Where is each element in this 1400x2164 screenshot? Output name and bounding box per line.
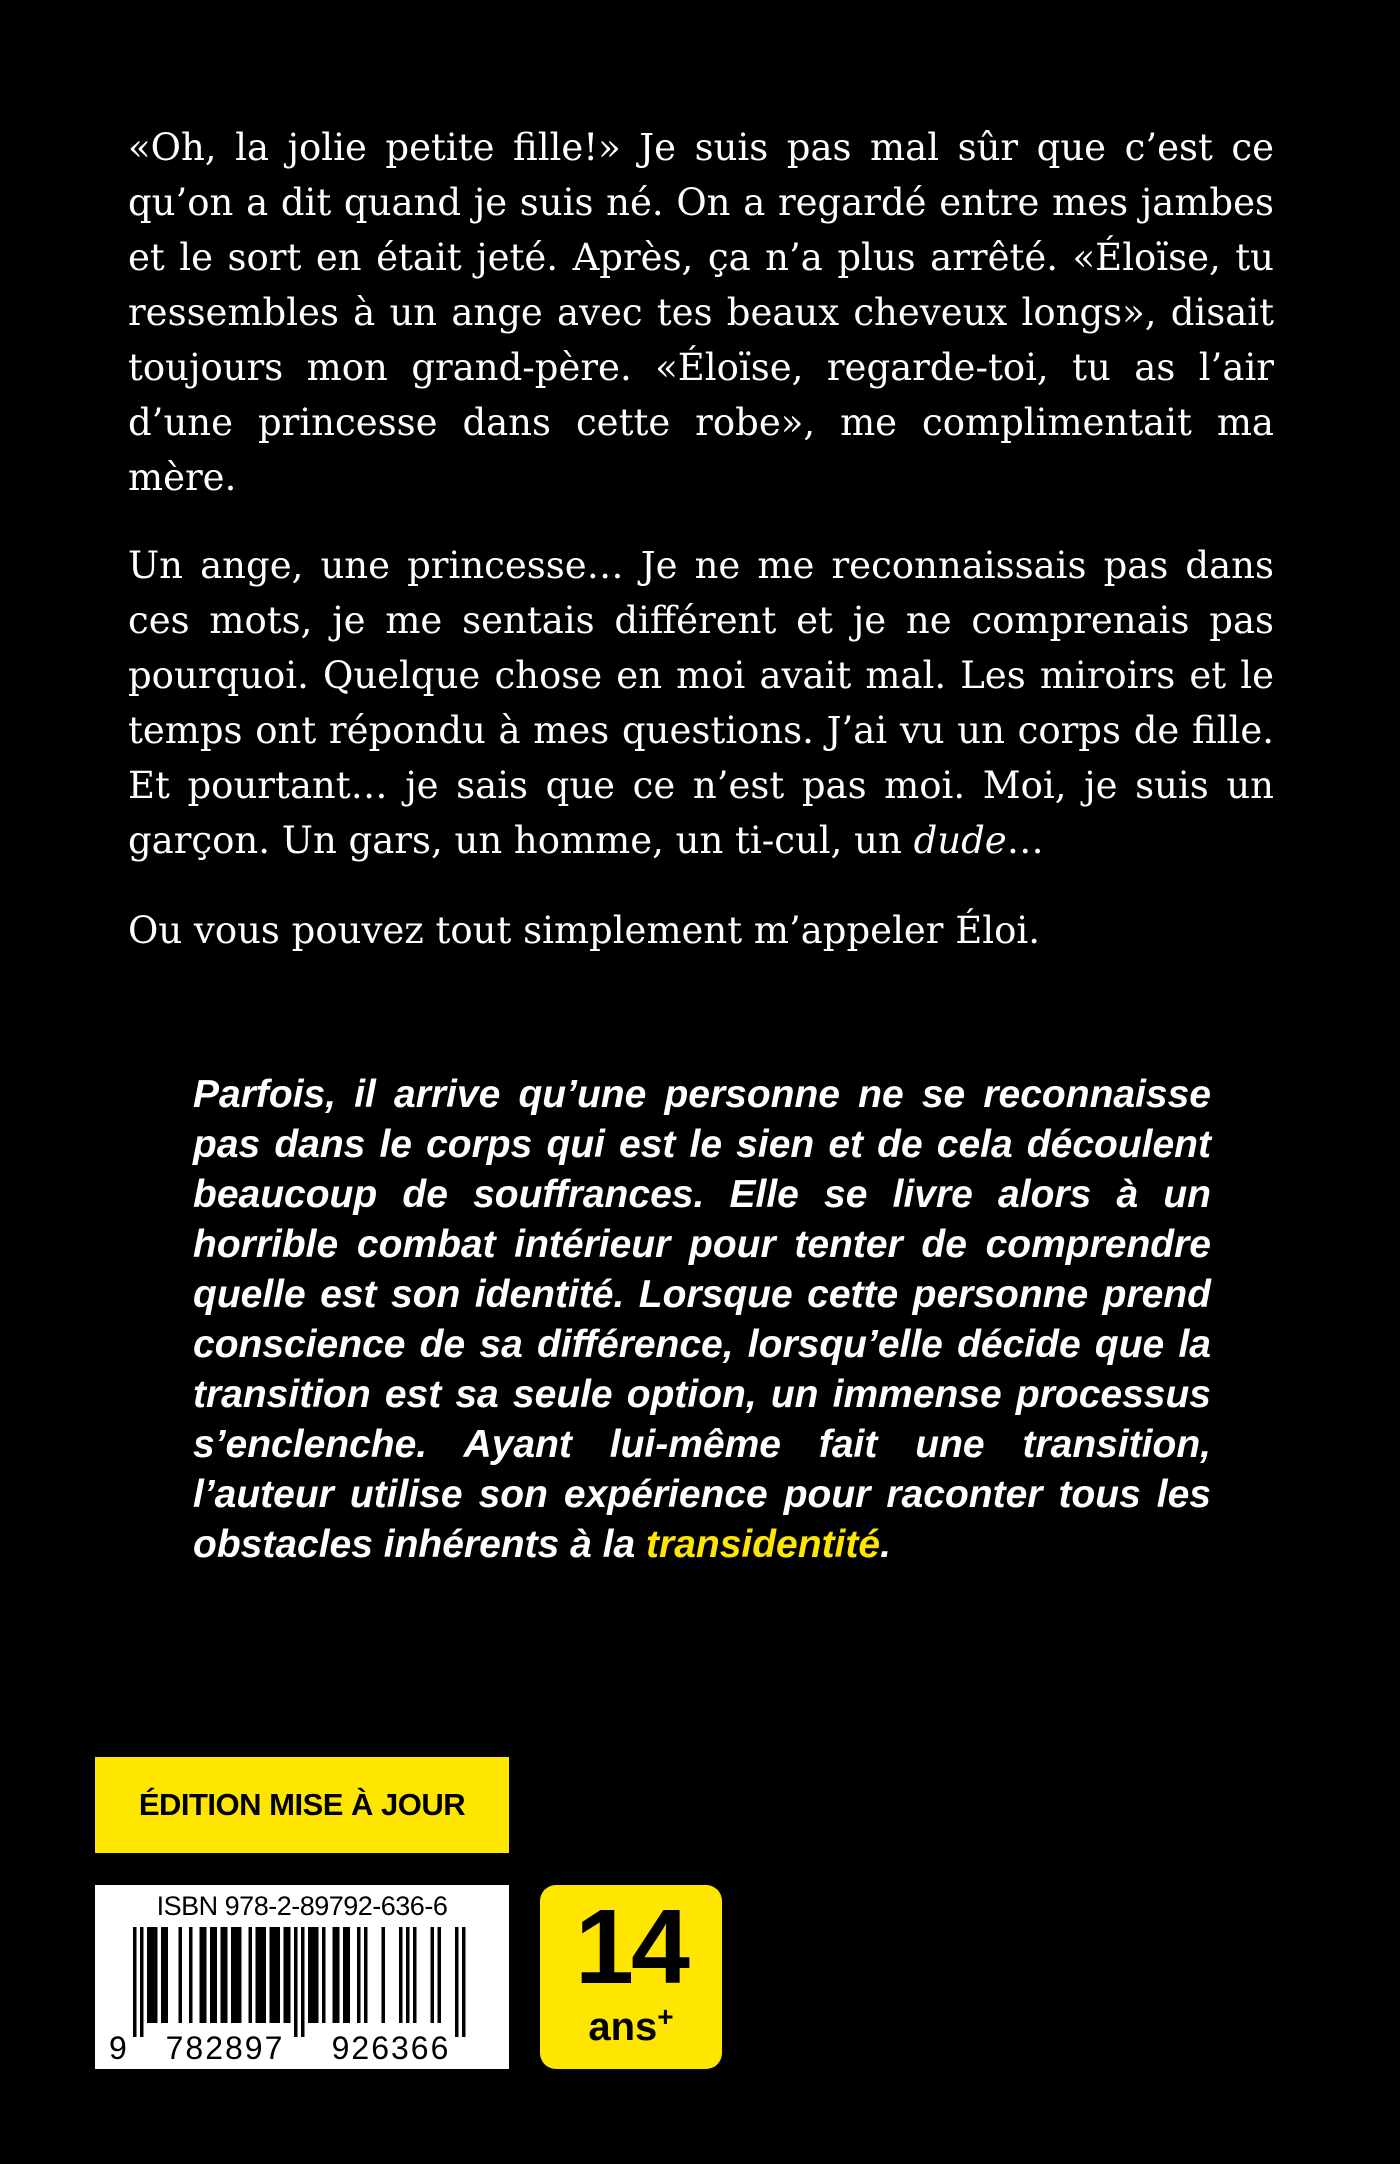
barcode-bar (343, 1927, 347, 2023)
isbn-label: ISBN 978-2-89792-636-6 (156, 1891, 448, 1921)
age-rating-unit (540, 2003, 722, 2051)
edition-badge-label: ÉDITION MISE À JOUR (138, 1787, 466, 1822)
excerpt-paragraph-3 (128, 903, 1274, 958)
barcode-bar (336, 1927, 340, 2023)
barcode-bar (333, 1927, 337, 2023)
barcode-bar (154, 1927, 158, 2023)
barcode-bar (249, 1927, 253, 2023)
barcode-bar (308, 1927, 312, 2023)
barcode-bar (203, 1927, 207, 2023)
barcode-bar (357, 1927, 361, 2023)
barcode-bar (221, 1927, 225, 2023)
barcode-bar (151, 1927, 155, 2023)
excerpt-paragraph-2-ellipsis: … (1006, 819, 1044, 862)
excerpt-paragraph-1-text: «Oh, la jolie petite fille!» Je suis pas mal sûr que c’est ce qu’on a dit quand je suis né. On a regardé entre mes jambes et le sort en était jeté. Après, ça n’a plus arrêté. «Éloïse, tu ressembles à un ange avec tes beaux cheveux longs», disait toujours mon grand-père. «Éloïse, regarde-toi, tu as l’air d’une princesse dans cette robe», me complimentait ma mère. (128, 126, 1274, 499)
barcode-bar (231, 1927, 235, 2023)
book-pitch (193, 1070, 1211, 1570)
barcode-bar (189, 1927, 193, 2023)
excerpt-italic-word: dude (913, 819, 1007, 862)
barcode-bar (312, 1927, 316, 2023)
barcode-right-digits: 926366 (331, 2030, 451, 2066)
excerpt-paragraph-2-text (128, 538, 1274, 868)
age-rating-number: 14 (575, 1888, 687, 2006)
barcode-bar (284, 1927, 288, 2023)
barcode-bar (235, 1927, 239, 2023)
barcode-bar (399, 1927, 403, 2023)
isbn-barcode (95, 1885, 509, 2069)
excerpt-paragraph-1 (128, 120, 1274, 505)
age-rating-unit-text: ans (588, 2005, 658, 2049)
barcode-bar (287, 1927, 291, 2023)
barcode-bar (200, 1927, 204, 2023)
barcode-bar (273, 1927, 277, 2023)
barcode-bar (294, 1927, 298, 2037)
barcode-bar (179, 1927, 183, 2023)
barcode-bar (224, 1927, 228, 2023)
age-rating-plus: + (657, 2001, 674, 2032)
barcode-bar (270, 1927, 274, 2023)
barcode-bar (301, 1927, 305, 2037)
barcode-bar (364, 1927, 368, 2023)
barcode-bar (259, 1927, 263, 2023)
age-rating-badge (540, 1885, 722, 2069)
barcode-bar (147, 1927, 151, 2023)
barcode-bar (322, 1927, 326, 2023)
barcode-bar (382, 1927, 386, 2023)
book-pitch-text: Parfois, il arrive qu’une personne ne se reconnaisse pas dans le corps qui est le sien et de cela découlent beaucoup de souffrances. Elle se livre alors à un horrible combat intérieur pour tenter de comprendre quelle est son identité. Lorsque cette personne prend conscience de sa différence, lorsqu’elle décide que la transition est sa seule option, un immense processus s’enclenche. Ayant lui-même fait une transition, l’auteur utilise son expérience pour raconter tous les obstacles inhérents à la (193, 1073, 1211, 1566)
book-pitch-highlight: transidentité (646, 1523, 881, 1566)
barcode-bar (210, 1927, 214, 2023)
barcode-bar (263, 1927, 267, 2023)
barcode-bar (133, 1927, 137, 2037)
barcode-bar (140, 1927, 144, 2037)
barcode-bar (315, 1927, 319, 2023)
barcode-first-digit: 9 (109, 2030, 127, 2066)
barcode-bar (462, 1927, 466, 2037)
excerpt-paragraph-3-text: Ou vous pouvez tout simplement m’appeler Éloi. (128, 909, 1040, 952)
book-pitch-end: . (880, 1523, 891, 1566)
barcode-graphic (95, 1885, 509, 2069)
barcode-bar (413, 1927, 417, 2023)
excerpt-paragraph-2 (128, 538, 1274, 868)
barcode-bar (165, 1927, 169, 2023)
barcode-bar (256, 1927, 260, 2023)
barcode-bar (161, 1927, 165, 2023)
barcode-bar (431, 1927, 435, 2023)
edition-badge (95, 1757, 509, 1853)
excerpt-paragraph-2-main: Un ange, une princesse… Je ne me reconnaissais pas dans ces mots, je me sentais différent et je ne comprenais pas pourquoi. Quelque chose en moi avait mal. Les miroirs et le temps ont répondu à mes questions. J’ai vu un corps de fille. Et pourtant… je sais que ce n’est pas moi. Moi, je suis un garçon. Un gars, un homme, un ti-cul, un (128, 544, 1274, 862)
barcode-bar (347, 1927, 351, 2023)
barcode-bar (438, 1927, 442, 2023)
barcode-bar (455, 1927, 459, 2037)
barcode-bar (277, 1927, 281, 2023)
barcode-bar (214, 1927, 218, 2023)
barcode-bar (406, 1927, 410, 2023)
barcode-left-digits: 782897 (165, 2030, 285, 2066)
barcode-bar (238, 1927, 242, 2023)
